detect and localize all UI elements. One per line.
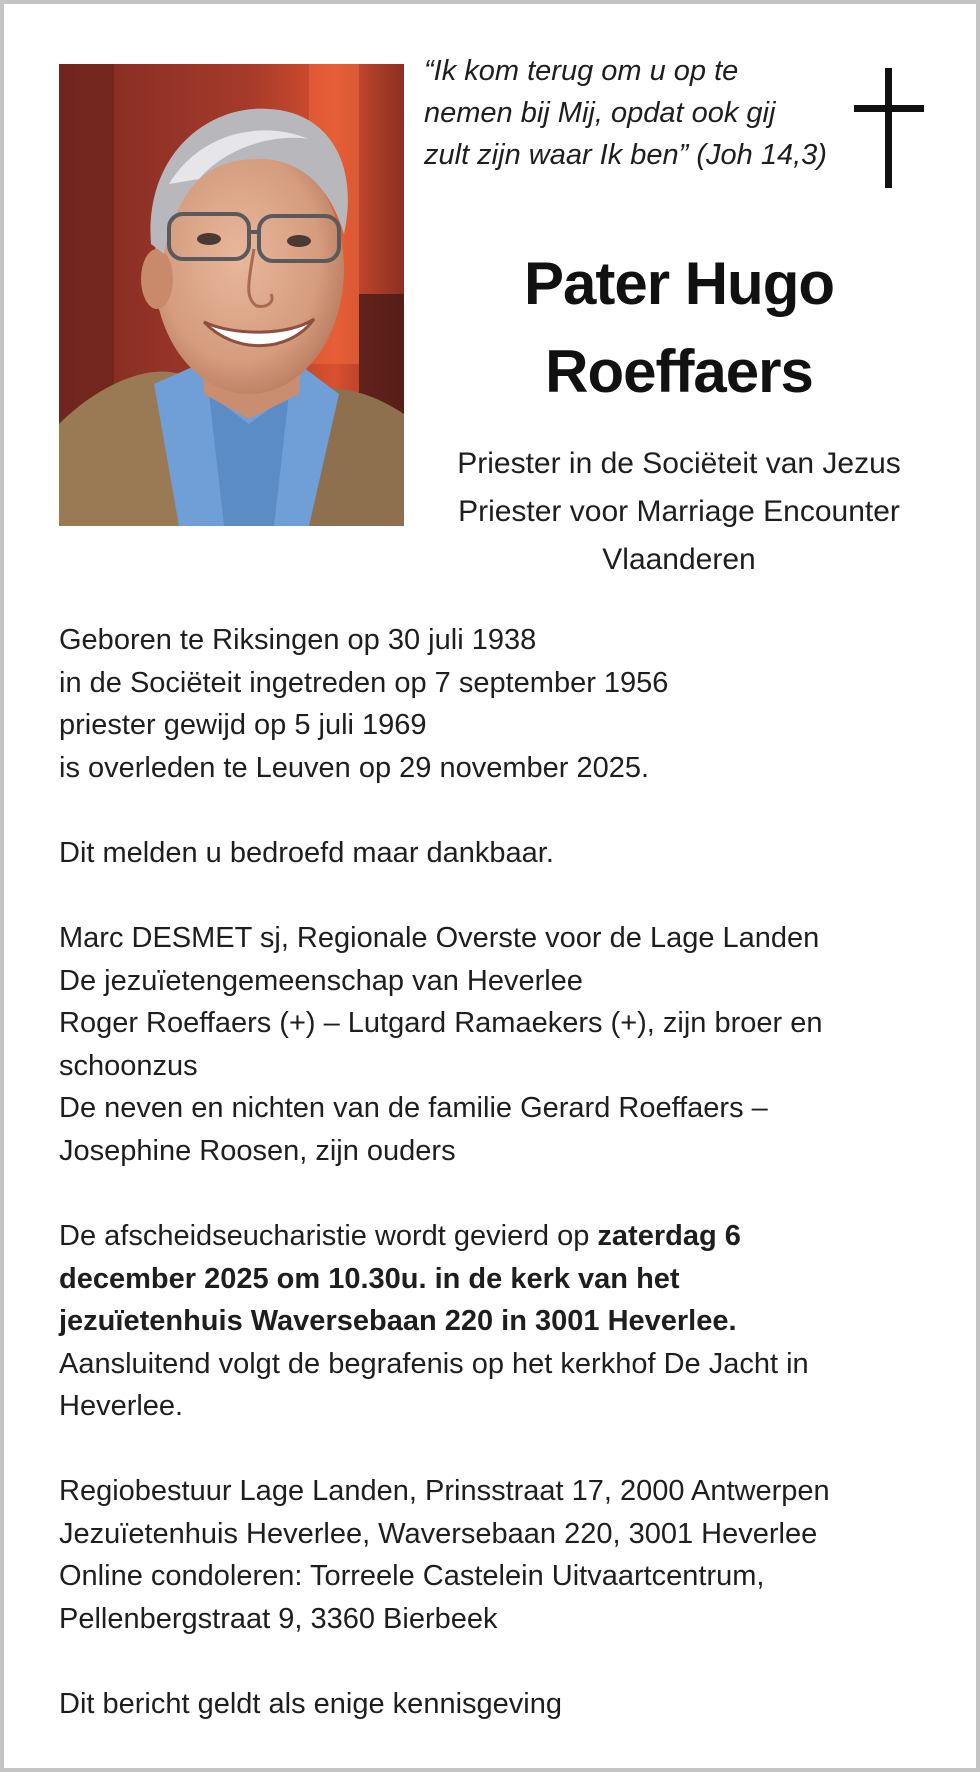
address-line: Jezuïetenhuis Heverlee, Waversebaan 220, 3001 Heverlee (59, 1517, 818, 1550)
notice (59, 1683, 939, 1726)
portrait-photo (59, 64, 404, 526)
funeral-time-place: december 2025 om 10.30u. in de kerk van het (59, 1262, 680, 1295)
family-line: Marc DESMET sj, Regionale Overste voor de Lage Landen (59, 922, 820, 954)
quote-line: zult zijn waar Ik ben” (Joh 14,3) (424, 139, 827, 171)
announcement (59, 832, 939, 875)
cross-icon (848, 64, 928, 194)
date-line: is overleden te Leuven op 29 november 2025. (59, 751, 650, 784)
bible-quote (424, 50, 864, 176)
announcement-text: Dit melden u bedroefd maar dankbaar. (59, 837, 554, 869)
role-line: Priester in de Sociëteit van Jezus (457, 447, 901, 480)
address-line: Online condoleren: Torreele Castelein Uitvaartcentrum, (59, 1560, 765, 1592)
address-line: Pellenbergstraat 9, 3360 Bierbeek (59, 1602, 498, 1635)
name-line-2: Roeffaers (545, 338, 813, 405)
deceased-name (414, 240, 944, 416)
family-line: De neven en nichten van de familie Gerard Roeffaers – (59, 1092, 768, 1124)
notice-text: Dit bericht geldt als enige kennisgeving (59, 1688, 562, 1720)
date-line: in de Sociëteit ingetreden op 7 september 1956 (59, 666, 669, 699)
contact-addresses (59, 1470, 939, 1640)
family-line: De jezuïetengemeenschap van Heverlee (59, 964, 583, 997)
role-line: Vlaanderen (602, 543, 756, 576)
name-line-1: Pater Hugo (523, 250, 835, 317)
role-line: Priester voor Marriage Encounter (458, 495, 900, 528)
date-line: priester gewijd op 5 juli 1969 (59, 709, 427, 741)
burial-place: Heverlee. (59, 1390, 184, 1422)
roles (414, 440, 944, 584)
family-line: Roger Roeffaers (+) – Lutgard Ramaekers (+), zijn broer en (59, 1007, 823, 1039)
quote-line: nemen bij Mij, opdat ook gij (424, 97, 776, 129)
life-dates (59, 619, 939, 789)
funeral-date: zaterdag 6 (597, 1220, 741, 1252)
funeral-line-1 (59, 1215, 939, 1258)
family-line: schoonzus (59, 1049, 198, 1082)
funeral-details (59, 1215, 939, 1428)
family-line: Josephine Roosen, zijn ouders (59, 1134, 456, 1167)
address-line: Regiobestuur Lage Landen, Prinsstraat 17, 2000 Antwerpen (59, 1475, 830, 1507)
date-line: Geboren te Riksingen op 30 juli 1938 (59, 624, 537, 656)
family-list (59, 917, 939, 1172)
funeral-intro: De afscheidseucharistie wordt gevierd op (59, 1220, 598, 1252)
funeral-address: jezuïetenhuis Waversebaan 220 in 3001 Heverlee. (59, 1305, 737, 1337)
quote-line: “Ik kom terug om u op te (424, 55, 739, 87)
burial-line: Aansluitend volgt de begrafenis op het kerkhof De Jacht in (59, 1347, 809, 1380)
